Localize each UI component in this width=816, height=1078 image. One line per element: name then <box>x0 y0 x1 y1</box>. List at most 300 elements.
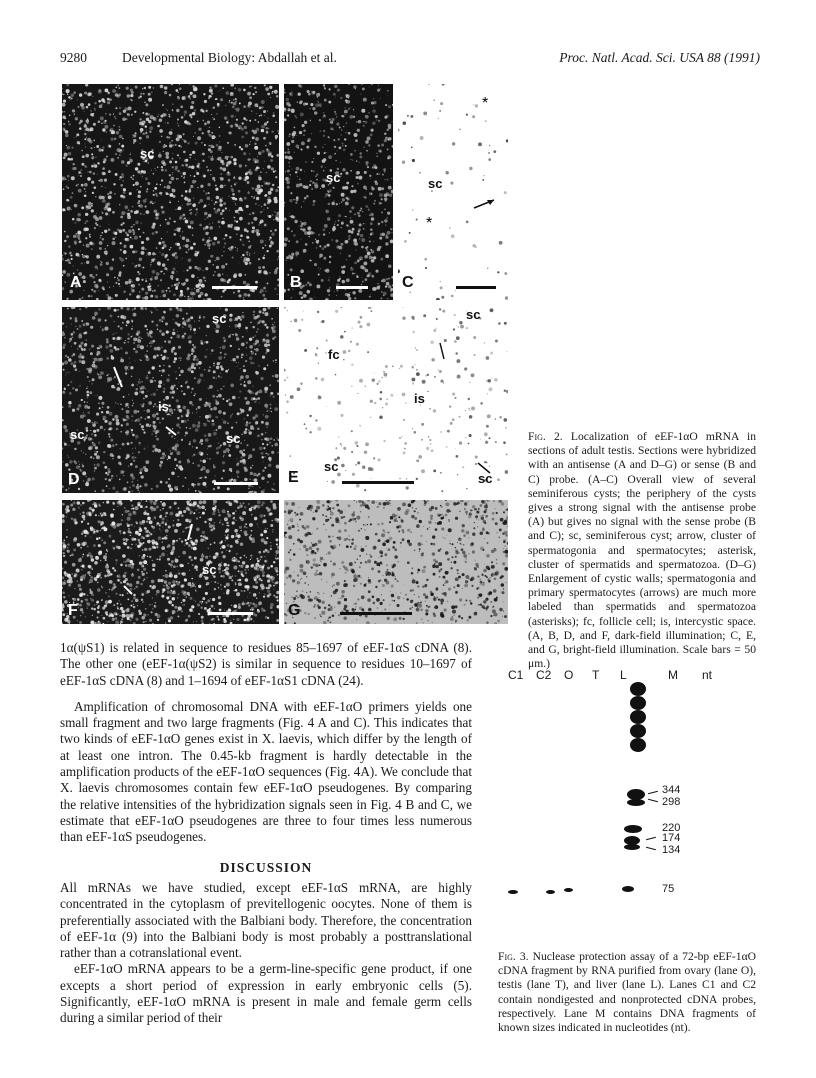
grain <box>106 375 108 377</box>
grain <box>239 146 241 148</box>
grain <box>209 237 211 239</box>
grain <box>166 520 167 521</box>
grain <box>179 215 182 218</box>
grain <box>289 170 290 171</box>
grain <box>236 422 238 424</box>
grain <box>285 285 286 286</box>
grain <box>204 341 206 343</box>
grain <box>91 248 93 250</box>
grain <box>103 172 106 175</box>
grain <box>193 198 194 199</box>
grain <box>243 365 245 367</box>
grain <box>172 174 173 175</box>
grain <box>305 185 308 188</box>
grain <box>433 470 436 473</box>
grain <box>262 320 265 323</box>
grain <box>138 451 140 453</box>
grain <box>134 111 136 113</box>
grain <box>134 211 137 214</box>
grain <box>64 117 66 119</box>
grain <box>367 252 368 253</box>
grain <box>262 211 263 212</box>
grain <box>163 294 166 297</box>
grain <box>167 232 168 233</box>
grain <box>215 417 216 418</box>
grain <box>272 214 274 216</box>
grain <box>71 346 72 347</box>
grain <box>202 110 204 112</box>
grain <box>273 483 274 484</box>
grain <box>156 272 159 275</box>
grain <box>362 87 365 90</box>
grain <box>194 109 196 111</box>
grain <box>236 470 240 474</box>
grain <box>222 345 226 349</box>
grain <box>127 341 129 343</box>
grain <box>292 133 296 137</box>
grain <box>119 609 120 610</box>
grain <box>143 214 145 216</box>
grain <box>307 290 311 294</box>
grain <box>473 336 476 339</box>
grain <box>165 622 166 623</box>
grain <box>95 514 97 516</box>
grain <box>222 162 225 165</box>
grain <box>210 170 212 172</box>
grain <box>270 576 273 579</box>
grain <box>253 392 254 393</box>
grain <box>158 536 162 540</box>
grain <box>132 385 134 387</box>
grain <box>330 120 333 123</box>
grain <box>239 164 242 167</box>
grain <box>199 224 202 227</box>
grain <box>242 244 244 246</box>
grain <box>198 421 200 423</box>
grain <box>346 122 348 124</box>
grain <box>450 182 453 185</box>
grain <box>436 318 438 320</box>
grain <box>202 160 204 162</box>
grain <box>387 231 391 235</box>
grain <box>374 200 376 202</box>
grain <box>121 519 123 521</box>
grain <box>68 123 71 126</box>
grain <box>74 167 77 170</box>
grain <box>229 402 233 406</box>
grain <box>176 399 179 402</box>
grain <box>223 412 226 415</box>
grain <box>211 422 215 426</box>
grain <box>248 429 250 431</box>
grain <box>354 150 356 152</box>
grain <box>212 137 214 139</box>
grain <box>182 335 185 338</box>
grain <box>136 388 138 390</box>
grain <box>113 211 114 212</box>
grain <box>284 237 288 241</box>
grain <box>195 214 197 216</box>
grain <box>226 538 228 540</box>
grain <box>65 210 66 211</box>
grain <box>468 408 470 410</box>
grain <box>63 100 66 103</box>
grain <box>98 396 102 400</box>
grain <box>135 360 136 361</box>
grain <box>184 545 185 546</box>
grain <box>218 619 220 621</box>
panel-e-label-fc: fc <box>328 347 340 362</box>
grain <box>126 325 128 327</box>
grain <box>248 488 249 489</box>
grain <box>127 608 130 611</box>
grain <box>217 582 219 584</box>
grain <box>196 408 197 409</box>
grain <box>162 265 163 266</box>
grain <box>209 226 213 230</box>
grain <box>150 115 154 119</box>
grain <box>108 98 110 100</box>
grain <box>154 531 155 532</box>
panel-d-micrograph <box>62 307 279 493</box>
grain <box>91 156 94 159</box>
grain <box>74 204 77 207</box>
grain <box>312 204 314 206</box>
grain <box>212 512 215 515</box>
grain <box>175 144 177 146</box>
grain <box>103 451 105 453</box>
grain <box>214 430 215 431</box>
grain <box>65 548 66 549</box>
grain <box>124 247 125 248</box>
grain <box>90 528 94 532</box>
grain <box>130 336 132 338</box>
grain <box>67 543 69 545</box>
grain <box>274 271 278 275</box>
grain <box>169 217 171 219</box>
grain <box>239 579 242 582</box>
grain <box>185 619 188 622</box>
grain <box>348 235 351 238</box>
grain <box>124 366 128 370</box>
grain <box>132 434 135 437</box>
grain <box>171 140 173 142</box>
grain <box>118 546 121 549</box>
grain <box>239 565 241 567</box>
grain <box>122 443 125 446</box>
grain <box>189 441 191 443</box>
grain <box>226 400 228 402</box>
grain <box>262 469 264 471</box>
grain <box>230 415 232 417</box>
grain <box>97 582 99 584</box>
grain <box>490 352 493 355</box>
grain <box>227 142 229 144</box>
grain <box>167 617 170 620</box>
grain <box>202 531 205 534</box>
grain <box>404 442 407 445</box>
grain <box>189 157 190 158</box>
grain <box>204 369 206 371</box>
grain <box>316 284 320 288</box>
grain <box>152 597 153 598</box>
grain <box>93 123 96 126</box>
grain <box>291 230 293 232</box>
grain <box>390 290 393 293</box>
grain <box>207 458 208 459</box>
grain <box>406 486 409 489</box>
grain <box>244 274 246 276</box>
grain <box>174 252 177 255</box>
grain <box>215 99 217 101</box>
grain <box>116 131 119 134</box>
grain <box>153 406 155 408</box>
grain <box>196 363 199 366</box>
grain <box>137 163 140 166</box>
grain <box>121 188 122 189</box>
grain <box>208 433 212 437</box>
grain <box>173 520 174 521</box>
grain <box>154 209 158 213</box>
grain <box>251 129 254 132</box>
grain <box>365 247 367 249</box>
grain <box>361 284 362 285</box>
grain <box>62 542 65 545</box>
grain <box>315 377 318 380</box>
grain <box>315 175 317 177</box>
grain <box>340 443 342 445</box>
grain <box>215 188 218 191</box>
grain <box>125 614 129 618</box>
grain <box>247 294 250 297</box>
grain <box>132 420 133 421</box>
grain <box>204 286 205 287</box>
grain <box>247 331 248 332</box>
grain <box>267 567 270 570</box>
grain <box>139 445 140 446</box>
grain <box>441 296 444 299</box>
grain <box>254 146 258 150</box>
grain <box>220 548 221 549</box>
grain <box>235 317 239 321</box>
grain <box>64 111 65 112</box>
grain <box>125 406 126 407</box>
grain <box>125 212 126 213</box>
grain <box>264 390 267 393</box>
grain <box>378 187 382 191</box>
grain <box>98 515 99 516</box>
grain <box>301 141 305 145</box>
grain <box>357 321 360 324</box>
grain <box>115 237 116 238</box>
grain <box>180 236 181 237</box>
grain <box>238 348 240 350</box>
grain <box>124 507 126 509</box>
grain <box>451 295 453 297</box>
grain <box>231 360 232 361</box>
grain <box>194 329 195 330</box>
grain <box>159 141 161 143</box>
grain <box>197 406 200 409</box>
grain <box>351 327 353 329</box>
grain <box>192 344 194 346</box>
grain <box>73 331 75 333</box>
grain <box>207 183 210 186</box>
grain <box>300 382 303 385</box>
grain <box>220 347 221 348</box>
grain <box>329 277 330 278</box>
grain <box>85 339 87 341</box>
grain <box>162 247 165 250</box>
grain <box>156 417 159 420</box>
grain <box>216 366 219 369</box>
grain <box>320 106 321 107</box>
grain <box>189 203 191 205</box>
grain <box>166 293 167 294</box>
grain <box>271 411 273 413</box>
grain <box>236 500 239 503</box>
grain <box>256 113 257 114</box>
grain <box>351 385 353 387</box>
grain <box>131 544 132 545</box>
grain <box>252 386 253 387</box>
grain <box>85 213 88 216</box>
grain <box>70 381 72 383</box>
grain <box>86 322 89 325</box>
grain <box>287 227 290 230</box>
grain <box>152 568 155 571</box>
grain <box>72 409 75 412</box>
grain <box>340 97 342 99</box>
grain <box>127 482 129 484</box>
grain <box>149 131 151 133</box>
grain <box>345 145 347 147</box>
grain <box>108 595 110 597</box>
grain <box>71 324 72 325</box>
grain <box>310 120 312 122</box>
grain <box>364 171 367 174</box>
grain <box>89 575 90 576</box>
grain <box>139 203 140 204</box>
grain <box>91 599 94 602</box>
grain <box>120 242 122 244</box>
grain <box>77 580 78 581</box>
grain <box>177 308 180 311</box>
grain <box>207 420 208 421</box>
grain <box>346 182 349 185</box>
grain <box>439 110 441 112</box>
grain <box>335 221 336 222</box>
grain <box>203 190 205 192</box>
grain <box>274 443 278 447</box>
grain <box>260 377 263 380</box>
grain <box>253 94 254 95</box>
grain <box>150 340 154 344</box>
grain <box>192 413 193 414</box>
grain <box>208 145 210 147</box>
grain <box>224 242 226 244</box>
grain <box>146 191 148 193</box>
grain <box>169 249 171 251</box>
grain <box>114 415 118 419</box>
grain <box>100 116 104 120</box>
grain <box>205 438 209 442</box>
grain <box>188 340 191 343</box>
grain <box>116 403 117 404</box>
grain <box>135 435 138 438</box>
grain <box>277 130 279 132</box>
grain <box>132 239 133 240</box>
grain <box>262 355 265 358</box>
grain <box>345 289 346 290</box>
grain <box>197 483 200 486</box>
grain <box>228 196 229 197</box>
grain <box>86 261 89 264</box>
grain <box>87 545 89 547</box>
grain <box>484 432 488 436</box>
grain <box>79 127 82 130</box>
grain <box>385 365 388 368</box>
grain <box>382 407 383 408</box>
grain <box>359 379 363 383</box>
grain <box>161 270 163 272</box>
grain <box>141 386 145 390</box>
grain <box>257 524 258 525</box>
grain <box>431 358 434 361</box>
grain <box>68 405 71 408</box>
grain <box>155 450 158 453</box>
grain <box>173 195 176 198</box>
grain <box>356 343 359 346</box>
grain <box>341 221 344 224</box>
grain <box>85 616 86 617</box>
grain <box>237 609 238 610</box>
grain <box>76 185 78 187</box>
grain <box>160 481 163 484</box>
grain <box>112 522 115 525</box>
grain <box>98 90 102 94</box>
grain <box>169 331 170 332</box>
grain <box>352 228 353 229</box>
grain <box>144 432 146 434</box>
grain <box>356 121 358 123</box>
grain <box>155 213 158 216</box>
grain <box>261 421 264 424</box>
grain <box>107 406 110 409</box>
grain <box>187 290 188 291</box>
grain <box>205 556 208 559</box>
grain <box>161 207 163 209</box>
grain <box>76 218 80 222</box>
grain <box>264 123 267 126</box>
grain <box>77 348 79 350</box>
grain <box>249 86 251 88</box>
grain <box>179 87 182 90</box>
grain <box>246 251 249 254</box>
grain <box>169 115 171 117</box>
grain <box>81 399 83 401</box>
grain <box>113 604 115 606</box>
panel-c-label-sc: sc <box>428 176 443 191</box>
grain <box>178 178 179 179</box>
grain <box>399 368 400 369</box>
grain <box>179 374 181 376</box>
grain <box>102 146 104 148</box>
grain <box>171 567 172 568</box>
grain <box>65 429 68 432</box>
grain <box>229 164 230 165</box>
grain <box>248 191 249 192</box>
